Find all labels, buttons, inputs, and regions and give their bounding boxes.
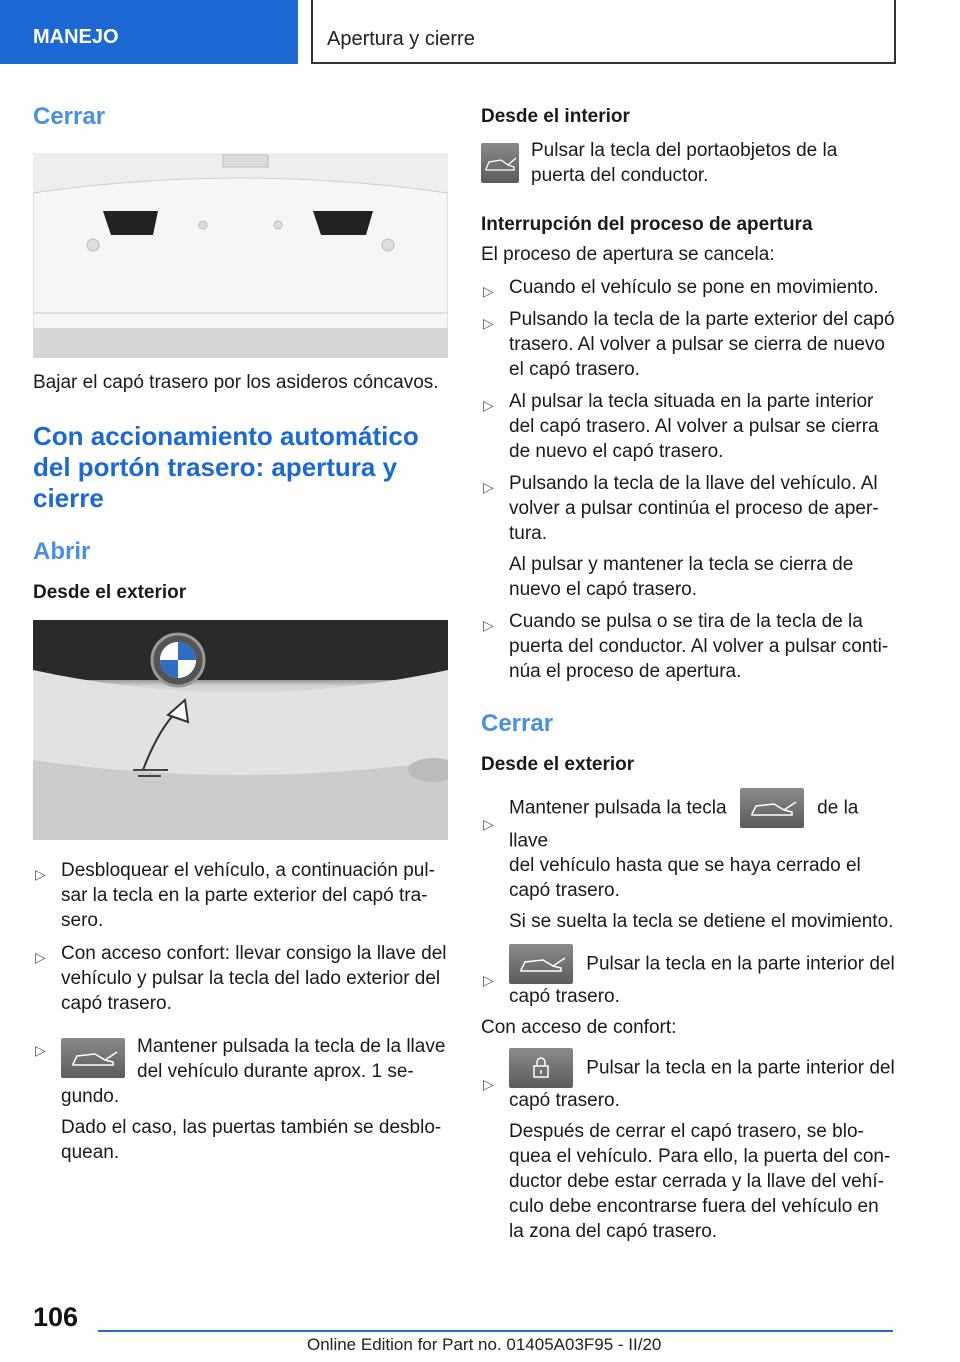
interior-lock-button [509,1048,573,1088]
abrir-heading: Abrir [33,538,91,565]
footer-divider [98,1330,893,1332]
list-item: ▷ Pulsando la tecla de la llave del vehículo. Al volver a pulsar continúa el proceso de aper-tura. [483,473,879,544]
close-b1-extra: Si se suelta la tecla se detiene el movimiento. [509,911,894,933]
key-trunk-button [740,788,804,828]
triangle-right-icon: ▷ [35,1042,46,1058]
list-item: ▷ Mantener pulsada la tecla de la llave del vehículo durante aprox. 1 se- [35,1036,446,1082]
list-item: ▷ Pulsar la tecla en la parte interior del [481,944,896,984]
triangle-right-icon: ▷ [483,972,494,989]
list-item: ▷ Desbloquear el vehículo, a continuación pul-sar la tecla en la parte exterior del capó tra-sero. [35,860,435,931]
cerrar-caption: Bajar el capó trasero por los asideros cóncavos. [33,372,439,393]
footer-edition: Online Edition for Part no. 01405A03F95 - II/20 [307,1335,662,1354]
lock-icon [509,1048,573,1088]
exterior-heading: Desde el exterior [33,582,187,603]
bullet3-extra: Dado el caso, las puertas también se desblo-quean. [61,1117,442,1163]
list-item: ▷ Cuando el vehículo se pone en movimiento. [481,275,896,300]
close-b3-cont: capó trasero. [509,1090,620,1112]
cerrar-heading-right: Cerrar [481,710,554,737]
page-number: 106 [33,1302,79,1332]
exterior-button-image [33,620,448,840]
interrupt-heading: Interrupción del proceso de apertura [481,214,813,235]
interior-heading: Desde el interior [481,106,630,127]
trunk-interior-illustration [33,153,448,358]
list-item: ▷ Mantener pulsada la tecla de la llave [481,788,896,853]
exterior-heading-right: Desde el exterior [481,754,635,775]
door-trunk-button [481,143,519,183]
bullet3-cont: gundo. [61,1086,120,1107]
close-b1-cont: del vehículo hasta que se haya cerrado el capó trasero. [509,855,861,902]
interior-text: Pulsar la tecla del portaobjetos de la puerta del conductor. [531,140,838,186]
trunk-interior-image [33,153,448,358]
header-topic: Apertura y cierre [311,0,896,64]
triangle-right-icon: ▷ [483,617,494,633]
triangle-right-icon: ▷ [483,397,494,413]
exterior-button-illustration [33,620,448,840]
trunk-open-icon [481,143,519,183]
triangle-right-icon: ▷ [483,479,494,495]
cerrar-heading: Cerrar [33,103,106,130]
interrupt-intro: El proceso de apertura se cancela: [481,244,775,265]
close-b3-extra: Después de cerrar el capó trasero, se blo-quea el vehículo. Para ello, la puerta del con-ductor debe estar cerrada y la llave del vehí-culo debe encontrarse fuera del vehículo en la zona del capó trasero. [509,1121,891,1243]
trunk-open-icon [509,944,573,984]
right-column [481,100,896,1244]
triangle-right-icon: ▷ [483,315,494,331]
triangle-right-icon: ▷ [35,866,46,882]
triangle-right-icon: ▷ [483,283,494,299]
list-item: ▷ Pulsando la tecla de la parte exterior del capó trasero. Al volver a pulsar se cierra de nuevo el capó trasero. [483,309,895,380]
list-item: ▷ Al pulsar la tecla situada en la parte interior del capó trasero. Al volver a pulsar se cierra de nuevo el capó trasero. [483,391,879,462]
triangle-right-icon: ▷ [35,949,46,965]
interior-row [481,138,896,188]
close-b2-cont: capó trasero. [509,986,620,1008]
interior-trunk-button [509,944,573,984]
trunk-open-icon [61,1038,125,1078]
auto-heading: Con accionamiento automático del portón trasero: apertura y cierre [33,421,419,513]
triangle-right-icon: ▷ [483,816,494,832]
triangle-right-icon: ▷ [483,1076,494,1093]
left-column [33,100,448,1165]
confort-label: Con acceso de confort: [481,1017,677,1039]
list-item: ▷ Cuando se pulsa o se tira de la tecla de la puerta del conductor. Al volver a pulsar conti-núa el proceso de apertura. [483,611,889,682]
trunk-key-button [61,1038,125,1078]
header-section: MANEJO [0,0,298,64]
list-item: ▷ Pulsar la tecla en la parte interior del [481,1048,896,1088]
list-item: ▷ Con acceso confort: llevar consigo la llave del vehículo y pulsar la tecla del lado exterior del capó trasero. [35,943,447,1014]
interrupt-b4-extra: Al pulsar y mantener la tecla se cierra de nuevo el capó trasero. [509,554,854,600]
trunk-open-icon [740,788,804,828]
